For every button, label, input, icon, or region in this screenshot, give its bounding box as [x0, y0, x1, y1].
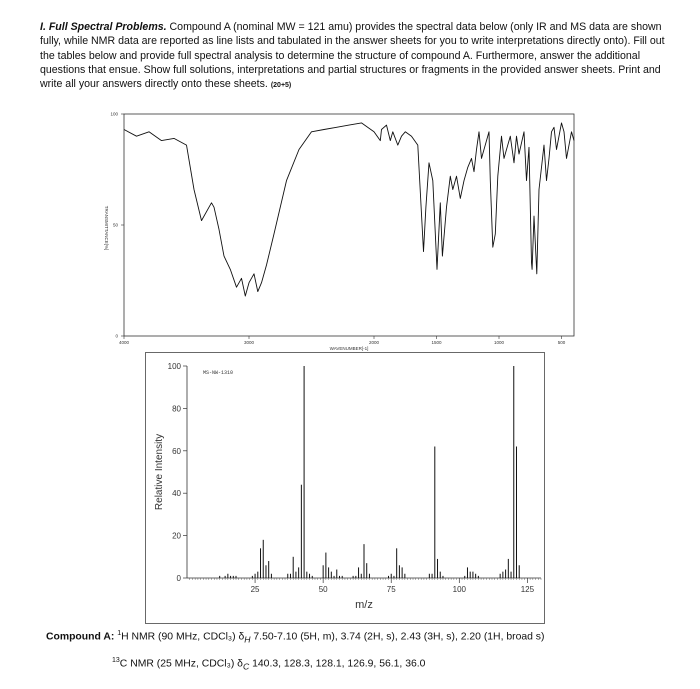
ir-ytick-label: 50: [112, 222, 118, 228]
ir-ytick-label: 100: [110, 111, 118, 117]
ir-xtick-label: 2000: [368, 340, 380, 345]
ms-xtick-label: 25: [250, 585, 260, 594]
ms-spectrum-id: MS-NW-1310: [203, 370, 234, 376]
ms-ytick-label: 60: [172, 446, 181, 456]
ir-xtick-label: 1500: [431, 340, 442, 345]
h-nmr-line: [46, 630, 544, 645]
ms-outer-frame: [146, 353, 545, 624]
c-nmr-isotope: 13: [112, 657, 120, 664]
ir-xtick-label: 500: [557, 340, 566, 345]
ir-ytick-label: 0: [115, 333, 118, 339]
problem-heading: I. Full Spectral Problems.: [40, 21, 167, 33]
h-nmr-values: 7.50-7.10 (5H, m), 3.74 (2H, s), 2.43 (3H, s), 2.20 (1H, broad s): [250, 631, 545, 643]
ms-ytick-label: 80: [172, 404, 181, 414]
problem-paragraph: [40, 20, 670, 93]
ir-ylabel: TRANSMITTANCE[%]: [104, 205, 109, 251]
problem-text: Compound A (nominal MW = 121 amu) provides the spectral data below (only IR and MS data are shown fully, while NMR data are reported as line lists and tabulated in the answer sheets for you to write interpretations directly onto). Fill out the tables below and provide full spectral analysis to determine the structure of compound A. Furthermore, answer the additional questions that ensue. Show full solutions, interpretations and partial structures or fragments in the provided answer sheets. Print and write all your answers directly onto these sheets.: [40, 21, 665, 91]
c-nmr-label: C NMR (25 MHz, CDCl₃) δ: [119, 658, 243, 670]
c-nmr-values: 140.3, 128.3, 128.1, 126.9, 56.1, 36.0: [249, 658, 426, 670]
c-nmr-line: [112, 657, 425, 672]
compound-label: Compound A:: [46, 631, 115, 643]
ir-xtick-label: 1000: [493, 340, 505, 345]
ms-ytick-label: 100: [167, 362, 181, 371]
ms-ylabel: Relative Intensity: [154, 433, 165, 511]
ms-ytick-label: 20: [172, 531, 181, 541]
ir-xlabel: WAVENUMBER[-1]: [329, 346, 369, 351]
problem-points: (20+5): [270, 82, 292, 90]
ms-xlabel: m/z: [355, 599, 373, 611]
h-nmr-label: H NMR (90 MHz, CDCl₃) δ: [121, 631, 245, 643]
ms-xtick-label: 125: [520, 585, 535, 594]
ir-xtick-label: 4000: [118, 340, 130, 345]
mass-spectrum: [145, 352, 545, 624]
h-nmr-delta-sub: H: [244, 634, 251, 645]
ms-ytick-label: 40: [172, 489, 181, 499]
ms-xtick-label: 75: [386, 585, 396, 594]
ms-xtick-label: 100: [452, 585, 466, 594]
ir-xtick-label: 3000: [243, 340, 255, 345]
ms-ytick-label: 0: [176, 574, 181, 583]
h-nmr-isotope: 1: [117, 630, 122, 637]
ir-plot-frame: [124, 114, 574, 336]
c-nmr-delta-sub: C: [242, 661, 250, 672]
ir-spectrum: [100, 104, 580, 356]
ms-xtick-label: 50: [318, 585, 328, 594]
